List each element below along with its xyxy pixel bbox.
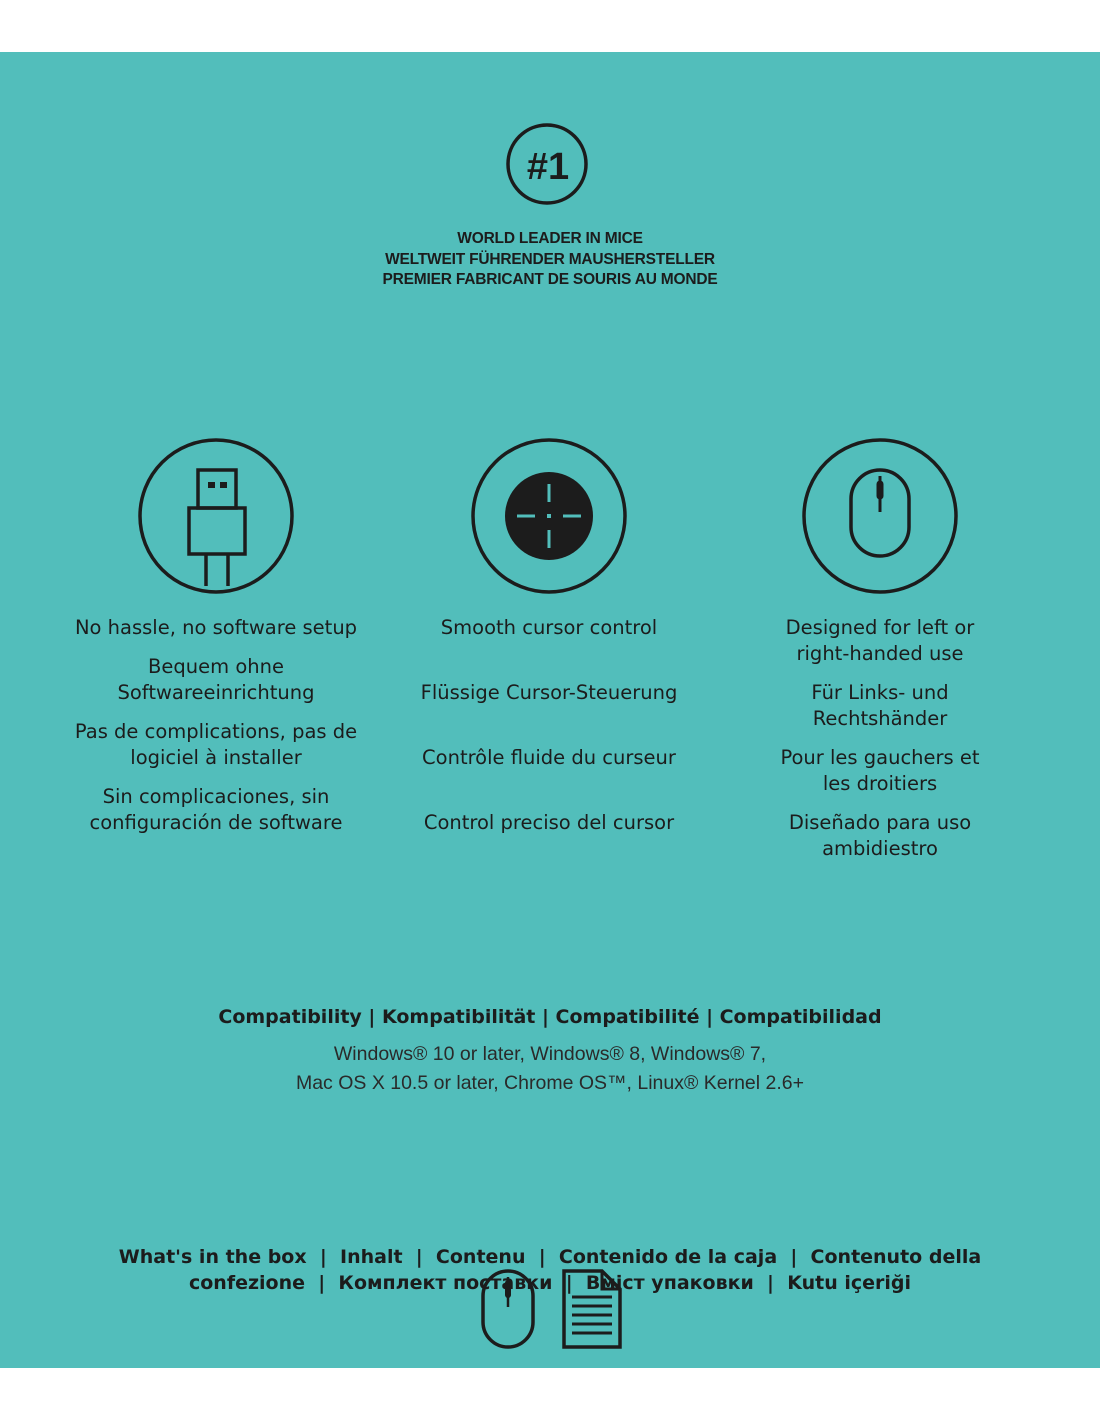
tagline-fr: PREMIER FABRICANT DE SOURIS AU MONDE: [382, 271, 718, 288]
feature-text-de: Flüssige Cursor-Steuerung: [420, 681, 678, 704]
number-one-badge-icon: [505, 122, 589, 206]
compatibility-os-list: [150, 1040, 950, 1098]
feature-text-es: Control preciso del cursor: [423, 811, 675, 834]
feature-text-fr: Pas de complications, pas de logiciel à installer: [74, 720, 358, 769]
box-heading-line-1: What's in the box | Inhalt | Contenu | Contenido de la caja | Contenuto della: [118, 1246, 982, 1268]
mouse-icon: [478, 1267, 538, 1351]
feature-text-en: Designed for left or right-handed use: [785, 616, 975, 665]
box-heading-line-2: confezione | Комплект поставки | Вміст упаковки | Kutu içeriği: [188, 1272, 912, 1294]
compatibility-line-2: Mac OS X 10.5 or later, Chrome OS™, Linux® Kernel 2.6+: [295, 1072, 805, 1094]
feature-column-cursor: [389, 615, 709, 875]
tagline: [250, 229, 850, 291]
tagline-de: WELTWEIT FÜHRENDER MAUSHERSTELLER: [385, 250, 715, 268]
cursor-crosshair-icon: [469, 436, 629, 596]
packaging-panel: [0, 52, 1100, 1368]
feature-text-fr: Pour les gauchers et les droitiers: [780, 746, 980, 795]
compatibility-heading: Compatibility | Kompatibilität | Compatibilité | Compatibilidad: [218, 1006, 882, 1028]
box-contents-heading: [80, 1244, 1020, 1296]
mouse-icon: [800, 436, 960, 596]
feature-text-de: Bequem ohne Softwareeinrichtung: [117, 655, 315, 704]
compatibility-line-1: Windows® 10 or later, Windows® 8, Windows® 7,: [333, 1043, 767, 1065]
feature-text-en: Smooth cursor control: [440, 616, 658, 639]
feature-text-fr: Contrôle fluide du curseur: [422, 746, 676, 769]
feature-text-es: Diseñado para uso ambidiestro: [788, 811, 972, 860]
usb-receiver-icon: [136, 436, 296, 596]
feature-text-de: Für Links- und Rechtshänder: [811, 681, 949, 730]
feature-column-ambidextrous: [720, 615, 1040, 875]
document-icon: [560, 1267, 624, 1351]
feature-text-es: Sin complicaciones, sin configuración de software: [89, 785, 343, 834]
tagline-en: WORLD LEADER IN MICE: [457, 230, 643, 247]
feature-column-setup: [56, 615, 376, 849]
feature-text-en: No hassle, no software setup: [74, 616, 358, 639]
badge-text: #1: [526, 146, 570, 188]
